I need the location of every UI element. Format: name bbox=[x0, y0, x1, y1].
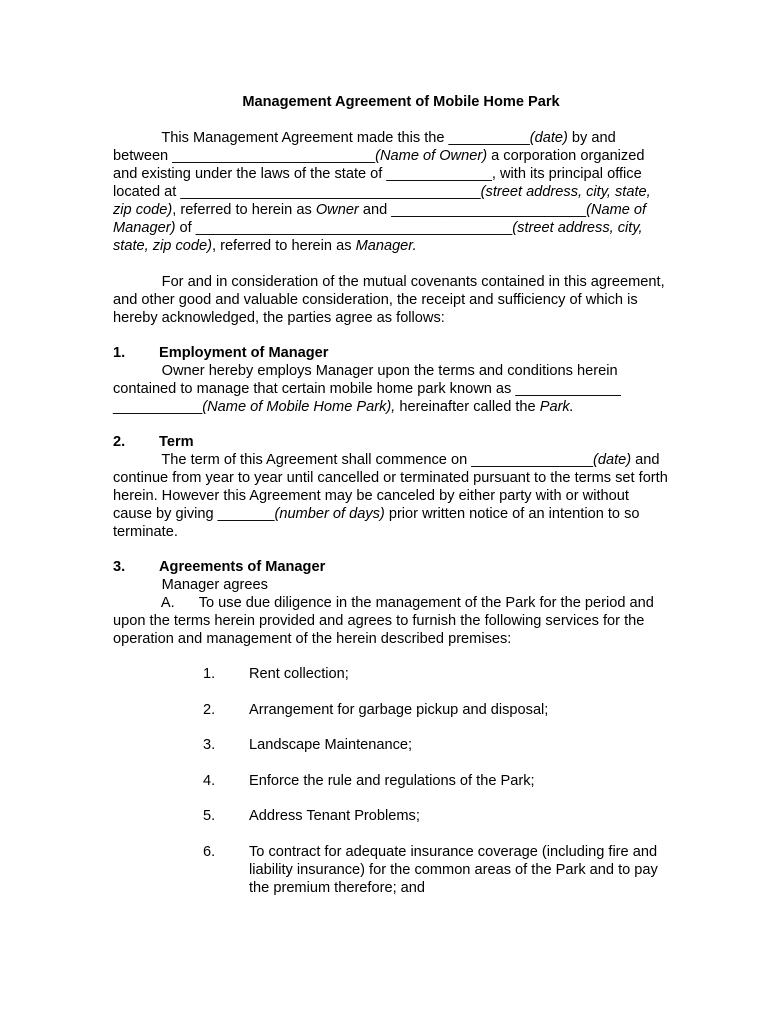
intro-line-4: located at _____________________________________(street address, city, state, bbox=[113, 184, 651, 200]
consideration-line-2: and other good and valuable consideration, the receipt and sufficiency of which is bbox=[113, 292, 638, 308]
intro-line-3: and existing under the laws of the state of _____________, with its principal office bbox=[113, 166, 642, 182]
intro-line-2: between _________________________(Name of Owner) a corporation organized bbox=[113, 148, 645, 164]
intro-line-7: state, zip code), referred to herein as Manager. bbox=[113, 238, 417, 254]
section-2-number: 2. bbox=[113, 434, 126, 450]
service-6-text-line-3: the premium therefore; and bbox=[249, 880, 426, 896]
intro-line-1: This Management Agreement made this the __________(date) by and bbox=[113, 130, 616, 146]
service-5-text: Address Tenant Problems; bbox=[249, 808, 420, 824]
section-2-line-4: cause by giving _______(number of days) prior written notice of an intention to so bbox=[113, 506, 640, 522]
section-2-line-2: continue from year to year until cancelled or terminated pursuant to the terms set forth bbox=[113, 470, 668, 486]
section-2-line-5: terminate. bbox=[113, 524, 178, 540]
service-1-text: Rent collection; bbox=[249, 666, 349, 682]
section-3-number: 3. bbox=[113, 559, 126, 575]
service-3-number: 3. bbox=[203, 737, 216, 753]
section-1-line-1: Owner hereby employs Manager upon the terms and conditions herein bbox=[113, 363, 618, 379]
service-4-text: Enforce the rule and regulations of the Park; bbox=[249, 773, 535, 789]
consideration-line-3: hereby acknowledged, the parties agree as follows: bbox=[113, 310, 445, 326]
service-3-text: Landscape Maintenance; bbox=[249, 737, 413, 753]
section-1-line-2: contained to manage that certain mobile home park known as _____________ bbox=[113, 381, 621, 397]
document-title: Management Agreement of Mobile Home Park bbox=[242, 94, 560, 110]
service-1-number: 1. bbox=[203, 666, 216, 682]
consideration-line-1: For and in consideration of the mutual covenants contained in this agreement, bbox=[113, 274, 665, 290]
section-3-title: Agreements of Manager bbox=[159, 559, 326, 575]
intro-line-6: Manager) of _______________________________________(street address, city, bbox=[113, 220, 643, 236]
section-1-line-3: ___________(Name of Mobile Home Park), hereinafter called the Park. bbox=[113, 399, 574, 415]
section-1-number: 1. bbox=[113, 345, 126, 361]
service-5-number: 5. bbox=[203, 808, 216, 824]
service-2-text: Arrangement for garbage pickup and disposal; bbox=[249, 702, 549, 718]
section-3-line-2: A. To use due diligence in the management of the Park for the period and bbox=[113, 595, 654, 611]
section-2-title: Term bbox=[159, 434, 194, 450]
service-6-number: 6. bbox=[203, 844, 216, 860]
service-2-number: 2. bbox=[203, 702, 216, 718]
section-1-title: Employment of Manager bbox=[159, 345, 329, 361]
section-3-line-4: operation and management of the herein described premises: bbox=[113, 631, 512, 647]
section-3-line-3: upon the terms herein provided and agrees to furnish the following services for the bbox=[113, 613, 645, 629]
intro-line-5: zip code), referred to herein as Owner and ________________________(Name of bbox=[113, 202, 647, 218]
section-3-line-1: Manager agrees bbox=[113, 577, 268, 593]
section-2-line-1: The term of this Agreement shall commence on _______________(date) and bbox=[113, 452, 660, 468]
service-6-text-line-1: To contract for adequate insurance coverage (including fire and bbox=[249, 844, 658, 860]
service-4-number: 4. bbox=[203, 773, 216, 789]
service-6-text-line-2: liability insurance) for the common areas of the Park and to pay bbox=[249, 862, 658, 878]
section-2-line-3: herein. However this Agreement may be canceled by either party with or without bbox=[113, 488, 629, 504]
